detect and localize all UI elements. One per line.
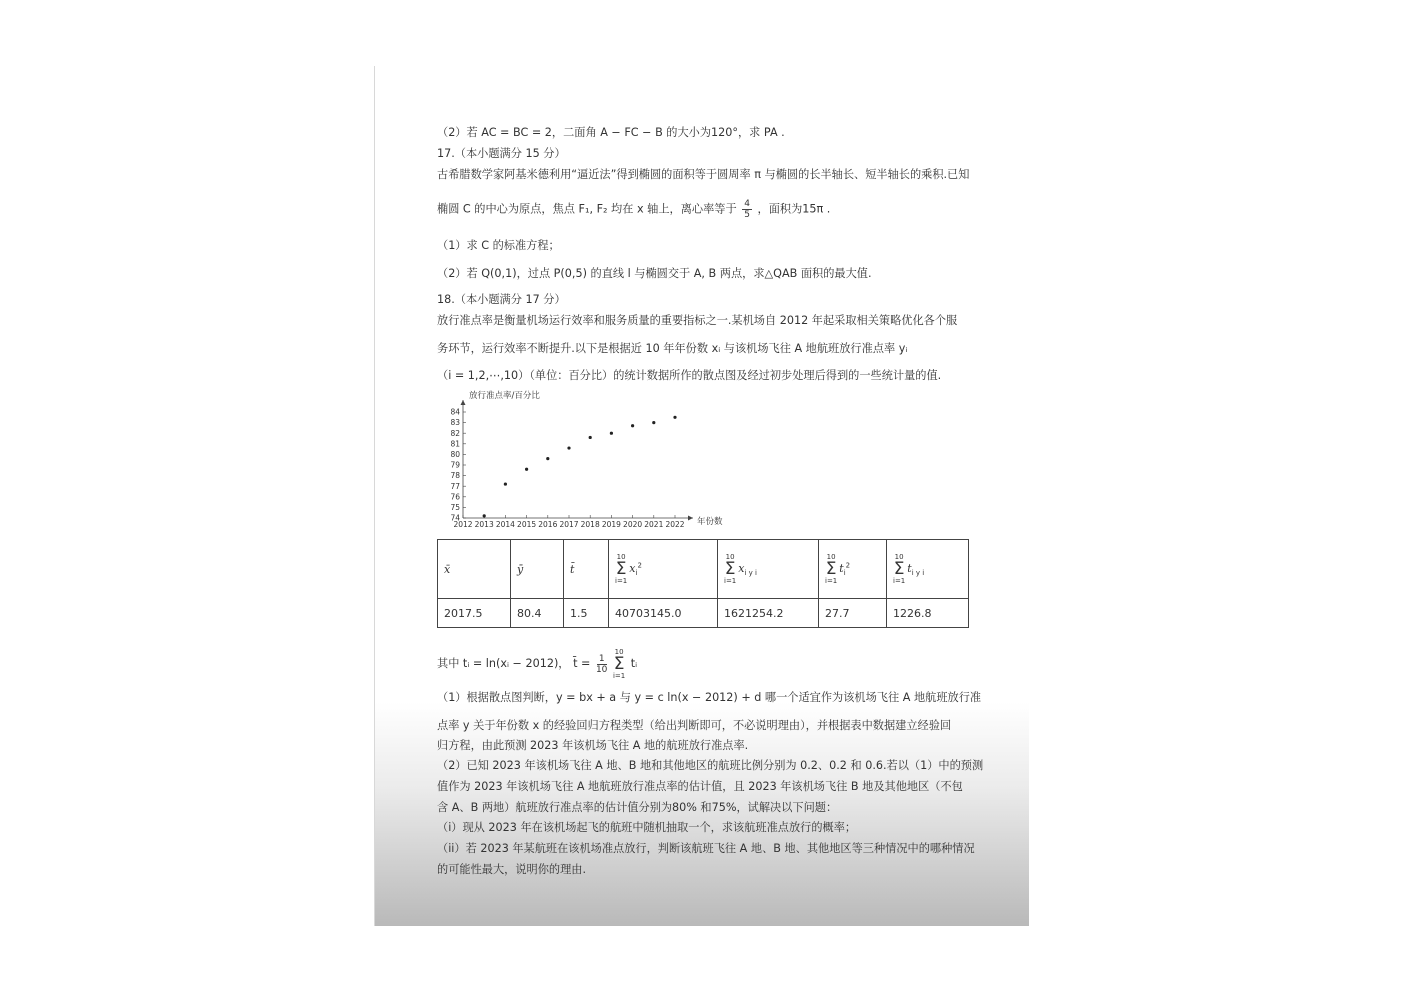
y-tick-label: 83 <box>450 418 460 428</box>
value-x-mean: 2017.5 <box>438 599 511 628</box>
q18-text-line2: 务环节，运行效率不断提升.以下是根据近 10 年年份数 xᵢ 与该机场飞往 A 地航班放行准点率 yᵢ <box>437 342 908 355</box>
sigma-icon: 10 Σ i=1 <box>612 648 626 680</box>
value-sum-ty: 1226.8 <box>887 599 969 628</box>
eccentricity-fraction <box>742 199 752 220</box>
eccentricity-denominator: 5 <box>744 210 750 220</box>
y-axis-arrow-icon <box>461 400 466 405</box>
q17-heading: 17.（本小题满分 15 分） <box>437 147 566 160</box>
q17-text-line2b: ，面积为15π . <box>757 202 831 216</box>
data-point <box>673 416 676 419</box>
x-tick-label: 2022 <box>665 520 685 529</box>
q18-part2-line1: （2）已知 2023 年该机场飞往 A 地、B 地和其他地区的航班比例分别为 0.2、0.2 和 0.6.若以（1）中的预测 <box>437 759 984 772</box>
header-sum-t-squared: 10 Σ i=1 $t_i^2$ <box>819 540 887 599</box>
q16-part2: （2）若 AC = BC = 2，二面角 A − FC − B 的大小为120°，求 PA . <box>437 126 785 139</box>
header-sum-xy: 10 Σ i=1 $x_{i y i}$ <box>718 540 819 599</box>
x-axis-label: 年份数 <box>697 517 723 527</box>
x-tick-label: 2015 <box>517 520 537 529</box>
header-x-mean: x̄ <box>438 540 511 599</box>
eccentricity-numerator: 4 <box>744 199 750 209</box>
data-point <box>525 468 528 471</box>
y-tick-label: 78 <box>450 471 460 481</box>
y-tick-label: 79 <box>450 460 460 470</box>
q17-part2: （2）若 Q(0,1)，过点 P(0,5) 的直线 l 与椭圆交于 A, B 两点，求△QAB 面积的最大值. <box>437 267 872 280</box>
q17-text-line2a: 椭圆 C 的中心为原点，焦点 F₁, F₂ 均在 x 轴上，离心率等于 <box>437 202 737 216</box>
header-sum-x-squared: 10 Σ i=1 $x_i^2$ <box>609 540 718 599</box>
q18-part2-ii-line2: 的可能性最大，说明你的理由. <box>437 863 586 876</box>
y-tick-label: 75 <box>450 503 460 512</box>
statistics-table <box>437 539 969 628</box>
note-fraction-numerator: 1 <box>598 653 605 664</box>
value-sum-xy: 1621254.2 <box>718 599 819 628</box>
x-tick-label: 2019 <box>601 520 621 529</box>
sigma-icon: 10 Σ i=1 <box>893 553 906 585</box>
y-tick-label: 74 <box>450 513 460 523</box>
q18-part2-ii-line1: （ii）若 2023 年某航班在该机场准点放行，判断该航班飞往 A 地、B 地、其他地区等三种情况中的哪种情况 <box>437 842 975 855</box>
y-tick-label: 81 <box>450 439 460 449</box>
data-point <box>546 457 549 460</box>
x-tick-label: 2018 <box>580 520 600 529</box>
value-y-mean: 80.4 <box>511 599 564 628</box>
data-point <box>652 421 655 424</box>
sigma-icon: 10 Σ i=1 <box>615 553 628 585</box>
note-t-mean-lhs: t̄ = <box>573 657 591 670</box>
data-point <box>589 436 592 439</box>
q18-text-line3: （i = 1,2,⋯,10）（单位：百分比）的统计数据所作的散点图及经过初步处理后得到的一些统计量的值. <box>437 369 942 382</box>
data-point <box>504 482 507 485</box>
q18-part2-line3: 含 A、B 两地）航班放行准点率的估计值分别为80% 和75%，试解决以下问题： <box>437 801 838 814</box>
q18-part1-line1: （1）根据散点图判断，y = bx + a 与 y = c ln(x − 2012) + d 哪一个适宜作为该机场飞往 A 地航班放行准 <box>437 691 982 704</box>
q18-text-line1: 放行准点率是衡量机场运行效率和服务质量的重要指标之一.某机场自 2012 年起采取相关策略优化各个服 <box>437 314 958 327</box>
y-axis-ticks <box>450 408 466 523</box>
note-t-term: tᵢ <box>630 657 638 670</box>
note-fraction <box>596 654 607 675</box>
y-tick-label: 84 <box>450 407 460 417</box>
data-point <box>610 432 613 435</box>
q18-part2-line2: 值作为 2023 年该机场飞往 A 地航班放行准点率的估计值，且 2023 年该机场飞往 B 地及其他地区（不包 <box>437 780 963 793</box>
x-tick-label: 2020 <box>623 520 643 529</box>
exam-page <box>374 66 1029 926</box>
y-axis-label: 放行准点率/百分比 <box>469 391 540 401</box>
table-value-row <box>438 599 969 628</box>
table-header-row <box>438 540 969 599</box>
sigma-icon: 10 Σ i=1 <box>825 553 838 585</box>
y-tick-label: 76 <box>450 492 460 502</box>
header-sum-ty: 10 Σ i=1 $t_{i y i}$ <box>887 540 969 599</box>
q17-part1: （1）求 C 的标准方程； <box>437 239 560 252</box>
value-sum-x-squared: 40703145.0 <box>609 599 718 628</box>
x-tick-label: 2014 <box>495 520 515 529</box>
q17-text-line1: 古希腊数学家阿基米德利用“逼近法”得到椭圆的面积等于圆周率 π 与椭圆的长半轴长、短半轴长的乘积.已知 <box>437 168 970 181</box>
x-tick-label: 2017 <box>559 520 579 529</box>
x-tick-label: 2013 <box>474 520 494 529</box>
header-t-mean: t̄ <box>564 540 609 599</box>
q18-part2-i: （i）现从 2023 年在该机场起飞的航班中随机抽取一个，求该航班准点放行的概率； <box>437 821 857 834</box>
q18-part1-line3: 归方程，由此预测 2023 年该机场飞往 A 地的航班放行准点率. <box>437 739 749 752</box>
q18-heading: 18.（本小题满分 17 分） <box>437 293 566 306</box>
q17-text-line2 <box>437 199 830 220</box>
data-point <box>567 446 570 449</box>
value-t-mean: 1.5 <box>564 599 609 628</box>
value-sum-t-squared: 27.7 <box>819 599 887 628</box>
x-tick-label: 2012 <box>453 520 473 529</box>
definition-note <box>437 648 637 680</box>
x-tick-label: 2021 <box>644 520 664 529</box>
y-tick-label: 77 <box>450 481 460 491</box>
scatter-chart <box>447 388 727 536</box>
scatter-points <box>483 416 677 518</box>
y-tick-label: 82 <box>450 428 460 438</box>
header-y-mean: ȳ <box>511 540 564 599</box>
x-axis-arrow-icon <box>688 516 693 521</box>
x-tick-label: 2016 <box>538 520 558 529</box>
sigma-icon: 10 Σ i=1 <box>724 553 737 585</box>
data-point <box>631 424 634 427</box>
note-fraction-denominator: 10 <box>595 664 608 675</box>
q18-part1-line2: 点率 y 关于年份数 x 的经验回归方程类型（给出判断即可，不必说明理由），并根据表中数据建立经验回 <box>437 719 952 732</box>
data-point <box>483 514 486 517</box>
note-t-definition: 其中 tᵢ = ln(xᵢ − 2012)， <box>437 657 570 670</box>
x-axis-ticks <box>453 515 684 529</box>
y-tick-label: 80 <box>450 450 460 459</box>
